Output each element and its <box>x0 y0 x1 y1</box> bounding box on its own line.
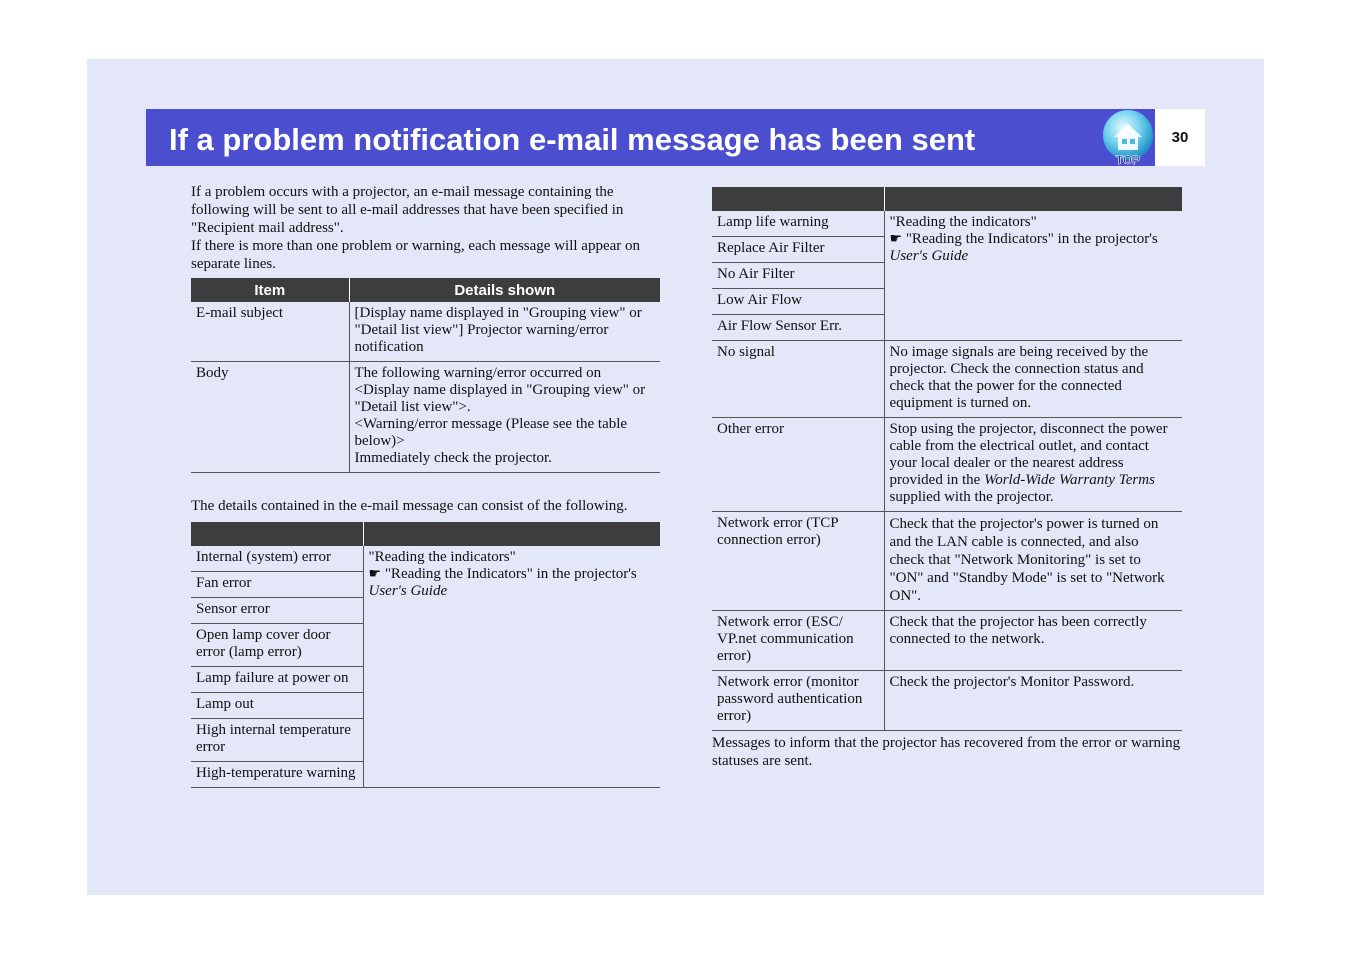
footer-paragraph: Messages to inform that the projector has recovered from the error or warning statuses are sent. <box>712 735 1181 769</box>
left-column <box>191 183 660 788</box>
table-row: Other error Stop using the projector, disconnect the power cable from the electrical outlet, and contact your local dealer or the nearest address provided in the World-Wide Warranty Terms supplied with the projector. <box>712 418 1182 512</box>
pointer-icon: ☛ <box>368 566 382 582</box>
error-list-table <box>191 522 660 788</box>
home-icon <box>1101 109 1155 166</box>
users-guide-link[interactable]: User's Guide <box>368 583 448 599</box>
reference-cell: "Reading the indicators" ☛ "Reading the Indicators" in the projector's User's Guide <box>363 546 660 788</box>
table-row: Air Flow Sensor Err. <box>712 315 1182 341</box>
table-row: Lamp failure at power on <box>191 667 660 693</box>
top-button[interactable] <box>1101 109 1155 166</box>
intro-paragraph-1: If a problem occurs with a projector, an e-mail message containing the following will be sent to all e-mail addresses that have been specified in "Recipient mail address". <box>191 184 624 236</box>
table-row: Fan error <box>191 572 660 598</box>
table-row: Open lamp cover door error (lamp error) <box>191 624 660 667</box>
reference-cell: "Reading the indicators" ☛ "Reading the Indicators" in the projector's User's Guide <box>884 211 1182 341</box>
intro-paragraph-2: If there is more than one problem or warning, each message will appear on separate lines. <box>191 238 641 272</box>
table-row: E-mail subject [Display name displayed in "Grouping view" or "Detail list view"] Projector warning/error notification <box>191 302 660 362</box>
svg-text:TOP: TOP <box>1115 153 1141 166</box>
table-row: High internal temperature error <box>191 719 660 762</box>
table-row: High-temperature warning <box>191 762 660 788</box>
users-guide-link[interactable]: User's Guide <box>889 248 969 264</box>
table-row: Replace Air Filter <box>712 237 1182 263</box>
mid-paragraph: The details contained in the e-mail message can consist of the following. <box>191 498 628 514</box>
table-row: No signal No image signals are being received by the projector. Check the connection status and check that the power for the connected equipment is turned on. <box>712 341 1182 418</box>
error-details-table <box>712 187 1182 731</box>
page-number: 30 <box>1155 109 1205 166</box>
table-row: Network error (TCP connection error) Check that the projector's power is turned on and the LAN cable is connected, and also check that "Network Monitoring" is set to "ON" and "Standby Mode" is set to "Network ON". <box>712 512 1182 611</box>
table-row: Sensor error <box>191 598 660 624</box>
header-item: Item <box>191 278 349 302</box>
page-title: If a problem notification e-mail message has been sent <box>169 122 976 157</box>
table-row: Internal (system) error "Reading the indicators" ☛ "Reading the Indicators" in the projector's User's Guide <box>191 546 660 572</box>
table-row: Body The following warning/error occurred on <Display name displayed in "Grouping view" or "Detail list view">. <Warning/error message (Please see the table below)> Immediately check the projector. <box>191 362 660 473</box>
email-items-table <box>191 278 660 473</box>
table-row: Low Air Flow <box>712 289 1182 315</box>
table-row: No Air Filter <box>712 263 1182 289</box>
header-details: Details shown <box>349 278 660 302</box>
table-row: Lamp out <box>191 693 660 719</box>
table-row: Network error (monitor password authentication error) Check the projector's Monitor Password. <box>712 671 1182 731</box>
table-row: Lamp life warning "Reading the indicators" ☛ "Reading the Indicators" in the projector's User's Guide <box>712 211 1182 237</box>
right-column <box>712 187 1182 770</box>
table-row: Network error (ESC/ VP.net communication error) Check that the projector has been correctly connected to the network. <box>712 611 1182 671</box>
pointer-icon: ☛ <box>889 231 903 247</box>
